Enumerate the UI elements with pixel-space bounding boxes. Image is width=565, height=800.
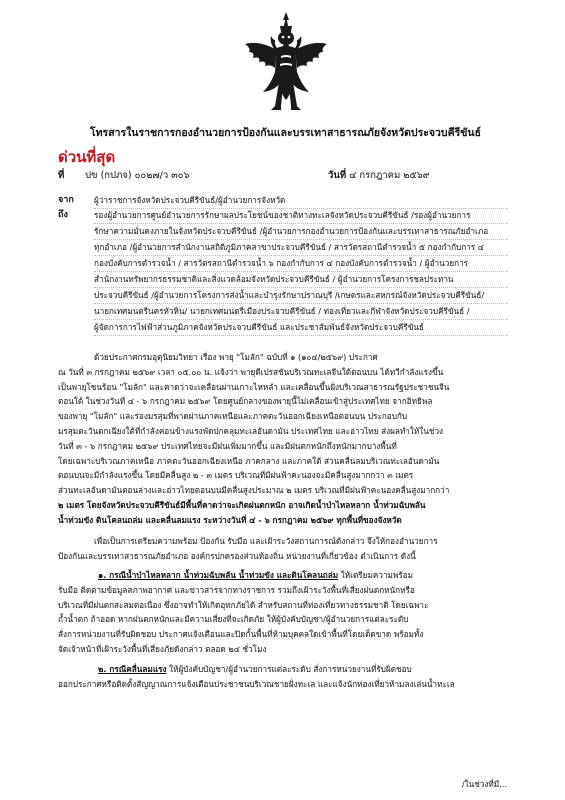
warning-line: ๒ เมตร โดยจังหวัดประจวบคีรีขันธ์มีพื้นที่คาดว่าจะเกิดฝนตกหนัก อาจเกิดน้ำป่าไหลหลาก น้ำท่วมฉับพลัน [58,499,426,510]
document-number [58,168,190,183]
item-1 [58,568,508,657]
paragraph-line: ส่วนทะเลอันดามันตอนล่างและอ่าวไทยตอนบนมีคลื่นสูงประมาณ ๒ เมตร บริเวณที่มีฝนฟ้าคะนองคลื่นสูงมากกว่า [58,485,450,496]
paragraph-line: ณ วันที่ ๓ กรกฎาคม ๒๕๖๙ เวลา ๐๕.๐๐ น. แจ้งว่า พายุดีเปรสชันบริเวณทะเลจีนใต้ตอนบน ได้ทวีกำลังแรงขึ้น [58,366,444,377]
item-line: ถ้ำน้ำตก ถ้าออด หากฝนตกหนักและมีความเสี่ยงที่จะเกิดภัย ให้ผู้บังคับบัญชา/ผู้อำนวยการแต่ละระดับ [58,614,409,625]
document-date [328,168,430,183]
doc-no-value: ปข (กปภจ) ๐๐๒๗/ว ๓๐๖ [85,170,190,181]
org-title: โทรสารในราชการกองอำนวยการป้องกันและบรรเทาสาธารณภัยจังหวัดประจวบคีรีขันธ์ [90,127,482,139]
to-line: รองผู้อำนวยการศูนย์อำนวยการรักษาผลประโยชน์ของชาติทางทะเลจังหวัดประจวบคีรีขันธ์ /รองผู้อำนวยการ [94,208,508,224]
paragraph-line: ของพายุ "โมลัก" และร่องมรสุมที่พาดผ่านภาคเหนือและภาคตะวันออกเฉียงเหนือตอนบน ประกอบกับ [58,411,408,422]
item-line: จัดเจ้าหน้าที่เฝ้าระวังพื้นที่เสี่ยงภัยดังกล่าว ตลอด ๒๔ ชั่วโมง [58,643,267,654]
to-line: ทุกอำเภอ /ผู้อำนวยการสำนักงานสถิติภูมิภาคสาขาประจวบคีรีขันธ์ / สารวัตรสถานีตำรวจน้ำ ๕ กองกำกับการ ๔ [94,240,508,256]
paragraph-line: ป้องกันและบรรเทาสาธารณภัยอำเภอ องค์กรปกครองส่วนท้องถิ่น หน่วยงานที่เกี่ยวข้อง ดำเนินการ ดังนี้ [58,550,416,561]
item-2-heading-line [58,662,508,677]
to-label: ถึง [58,210,68,220]
to-field [58,208,508,336]
item-1-heading-line [58,568,508,583]
paragraph-line: โดยเฉพาะบริเวณภาคเหนือ ภาคตะวันออกเฉียงเหนือ ภาคกลาง และภาคใต้ ส่วนคลื่นลมบริเวณทะเลอันดามัน [58,455,440,466]
item-2-heading-tail: ให้ผู้บังคับบัญชา/ผู้อำนวยการแต่ละระดับ สั่งการหน่วยงานที่รับผิดชอบ [166,664,412,674]
paragraph-1 [58,350,508,528]
to-line: ประจวบคีรีขันธ์ /ผู้อำนวยการโครงการส่งน้ำและบำรุงรักษาปราณบุรี /เกษตรและสหกรณ์จังหวัดประจวบคีรีขันธ์/ [94,288,508,304]
item-2-heading: ๒. กรณีคลื่นลมแรง [98,664,167,674]
paragraph-line: ตอนบนจะมีกำลังแรงขึ้น โดยมีคลื่นสูง ๒ - ๓ เมตร บริเวณที่มีฝนฟ้าคะนองจะมีคลื่นสูงมากกว่า ๓ เมตร [58,470,414,481]
item-line: สั่งการหน่วยงานที่รับผิดชอบ ประกาศแจ้งเตือนและปิดกั้นพื้นที่ห้ามบุคคลใดเข้าพื้นที่โดยเด็ดขาด พร้อมทั้ง [58,629,424,640]
to-line: นายกเทศมนตรีนครหัวหิน/ นายกเทศมนตรีเมืองประจวบคีรีขันธ์ / ท่องเที่ยวและกีฬาจังหวัดประจวบคีรีขันธ์ / [94,304,508,320]
warning-line: น้ำท่วมขัง ดินโคลนถล่ม และคลื่นลมแรง ระหว่างวันที่ ๔ - ๖ กรกฎาคม ๒๕๖๙ ทุกพื้นที่ของจังหวัด [58,514,402,525]
from-text: ผู้ว่าราชการจังหวัดประจวบคีรีขันธ์/ผู้อำนวยการจังหวัด [94,193,508,209]
to-line: รักษาความมั่นคงภายในจังหวัดประจวบคีรีขันธ์ /ผู้อำนวยการกองอำนวยการป้องกันและบรรเทาสาธารณภัยอำเภอ [94,224,508,240]
paragraph-line: เป็นพายุโซนร้อน "โมลัก" และคาดว่าจะเคลื่อนผ่านเกาะไหหลำ และเคลื่อนขึ้นฝั่งบริเวณสาธารณรัฐประชาชนจีน [58,381,450,392]
from-field [58,193,508,209]
continuation-marker: /ในช่วงที่มี... [461,779,507,789]
date-value: ๔ กรกฎาคม ๒๕๖๙ [349,170,430,181]
paragraph-line: ด้วยประกาศกรมอุตุนิยมวิทยา เรื่อง พายุ "โมลัก" ฉบับที่ ๑ (๑๐๔/๒๕๖๙) ประกาศ [94,352,378,362]
date-label: วันที่ [328,170,347,181]
item-2 [58,662,508,692]
doc-no-label: ที่ [58,170,65,181]
paragraph-line: เพื่อเป็นการเตรียมความพร้อม ป้องกัน รับมือ และเฝ้าระวังสถานการณ์ดังกล่าว จึงให้กองอำนวยการ [94,536,438,546]
item-line: ออกประกาศหรือติดตั้งสัญญาณการแจ้งเตือนประชาชนบริเวณชายฝั่งทะเล และแจ้งนักท่องเที่ยวห้ามลงเล่นน้ำทะเล [58,678,455,689]
item-1-heading-tail: ให้เตรียมความพร้อม [338,570,414,580]
to-line: กองบังคับการตำรวจน้ำ / สารวัตรสถานีตำรวจน้ำ ๖ กองกำกับการ ๔ กองบังคับการตำรวจน้ำ / ผู้อำนวยการ [94,256,508,272]
paragraph-line: วันที่ ๓ - ๖ กรกฎาคม ๒๕๖๙ ประเทศไทยจะมีฝนเพิ่มมากขึ้น และมีฝนตกหนักถึงหนักมากบางพื้นที่ [58,440,397,451]
paragraph-line: ตอนใต้ ในช่วงวันที่ ๔ - ๖ กรกฎาคม ๒๕๖๙ โดยศูนย์กลางของพายุนี้ไม่เคลื่อนเข้าสู่ประเทศไทย จากอิทธิพล [58,396,433,407]
item-1-heading: ๑. กรณีน้ำป่าไหลหลาก น้ำท่วมฉับพลัน น้ำท่วมขัง และดินโคลนถล่ม [98,570,339,580]
item-line: บริเวณที่มีฝนตกสะสมต่อเนื่อง ซึ่งอาจทำให้เกิดอุทกภัยได้ สำหรับสถานที่ท่องเที่ยวทางธรรมชาติ โดยเฉพาะ [58,599,429,610]
paragraph-line: มรสุมตะวันตกเฉียงใต้ที่กำลังค่อนข้างแรงพัดปกคลุมทะเลอันดามัน ประเทศไทย และอ่าวไทย ส่งผลทำให้ในช่วง [58,425,444,436]
item-line: รับมือ ติดตามข้อมูลสภาพอากาศ และข่าวสารจากทางราชการ รวมถึงเฝ้าระวังพื้นที่เสี่ยงฝนตกหนักหรือ [58,584,415,595]
urgency-label: ด่วนที่สุด [58,148,116,166]
to-line: ผู้จัดการการไฟฟ้าส่วนภูมิภาคจังหวัดประจวบคีรีขันธ์ และประชาสัมพันธ์จังหวัดประจวบคีรีขันธ์ [94,320,508,336]
garuda-emblem-icon [241,10,331,114]
to-line: สำนักงานทรัพยากรธรรมชาติและสิ่งแวดล้อมจังหวัดประจวบคีรีขันธ์ / ผู้อำนวยการโครงการชลประทาน [94,272,508,288]
from-label: จาก [58,195,74,205]
paragraph-2 [58,534,508,564]
